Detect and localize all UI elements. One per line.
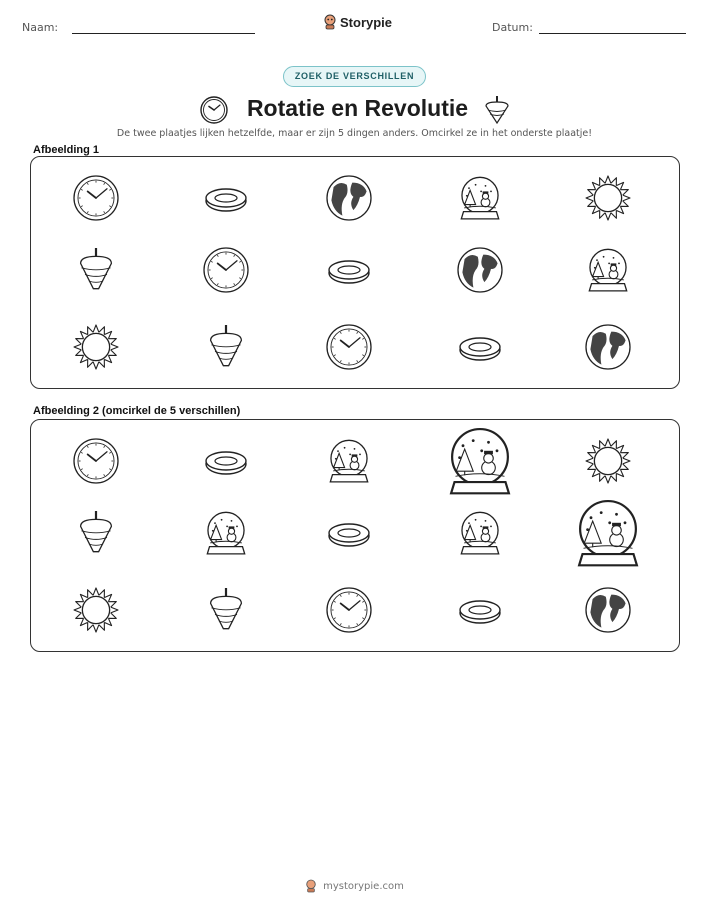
sun-icon[interactable] bbox=[71, 585, 121, 635]
brand-logo bbox=[323, 14, 392, 30]
instructions: De twee plaatjes lijken hetzelfde, maar er zijn 5 dingen anders. Omcirkel ze in het onderste plaatje! bbox=[116, 128, 593, 139]
picture-2-panel[interactable] bbox=[30, 419, 680, 652]
snow-globe-icon bbox=[455, 173, 505, 223]
name-label: Naam: bbox=[22, 21, 59, 34]
picture-1-panel bbox=[30, 156, 680, 389]
spinning-top-icon[interactable] bbox=[71, 508, 121, 558]
snow-globe-icon bbox=[583, 245, 633, 295]
spinning-top-icon bbox=[71, 245, 121, 295]
snow-globe-icon[interactable] bbox=[443, 424, 517, 498]
ring-icon[interactable] bbox=[457, 587, 503, 633]
footer-url[interactable]: mystorypie.com bbox=[323, 880, 404, 892]
worksheet-type-badge: ZOEK DE VERSCHILLEN bbox=[283, 66, 426, 87]
picture-1-label: Afbeelding 1 bbox=[33, 144, 100, 156]
ring-icon bbox=[203, 175, 249, 221]
storypie-mascot-icon bbox=[323, 14, 337, 30]
spinning-top-icon bbox=[201, 322, 251, 372]
clock-icon bbox=[201, 245, 251, 295]
page-title-row bbox=[0, 93, 709, 125]
clock-icon bbox=[324, 322, 374, 372]
snow-globe-icon[interactable] bbox=[571, 496, 645, 570]
sun-icon bbox=[71, 322, 121, 372]
snow-globe-icon[interactable] bbox=[201, 508, 251, 558]
spinning-top-icon bbox=[484, 95, 510, 125]
ring-icon bbox=[326, 247, 372, 293]
spinning-top-icon[interactable] bbox=[201, 585, 251, 635]
page-title: Rotatie en Revolutie bbox=[246, 95, 469, 121]
snow-globe-icon[interactable] bbox=[324, 436, 374, 486]
clock-icon bbox=[71, 173, 121, 223]
sun-icon bbox=[583, 173, 633, 223]
sun-icon[interactable] bbox=[583, 436, 633, 486]
date-label: Datum: bbox=[492, 21, 533, 34]
globe-icon bbox=[583, 322, 633, 372]
clock-icon[interactable] bbox=[324, 585, 374, 635]
picture-2-label: Afbeelding 2 (omcirkel de 5 verschillen) bbox=[33, 405, 241, 417]
globe-icon bbox=[324, 173, 374, 223]
globe-icon[interactable] bbox=[583, 585, 633, 635]
ring-icon[interactable] bbox=[326, 510, 372, 556]
brand-name: Storypie bbox=[340, 14, 393, 30]
clock-icon[interactable] bbox=[71, 436, 121, 486]
ring-icon bbox=[457, 324, 503, 370]
footer bbox=[0, 879, 709, 893]
date-field[interactable] bbox=[539, 33, 686, 34]
storypie-mascot-icon bbox=[305, 879, 317, 893]
snow-globe-icon[interactable] bbox=[455, 508, 505, 558]
ring-icon[interactable] bbox=[203, 438, 249, 484]
globe-icon bbox=[455, 245, 505, 295]
clock-icon bbox=[199, 95, 229, 125]
name-field[interactable] bbox=[72, 33, 255, 34]
